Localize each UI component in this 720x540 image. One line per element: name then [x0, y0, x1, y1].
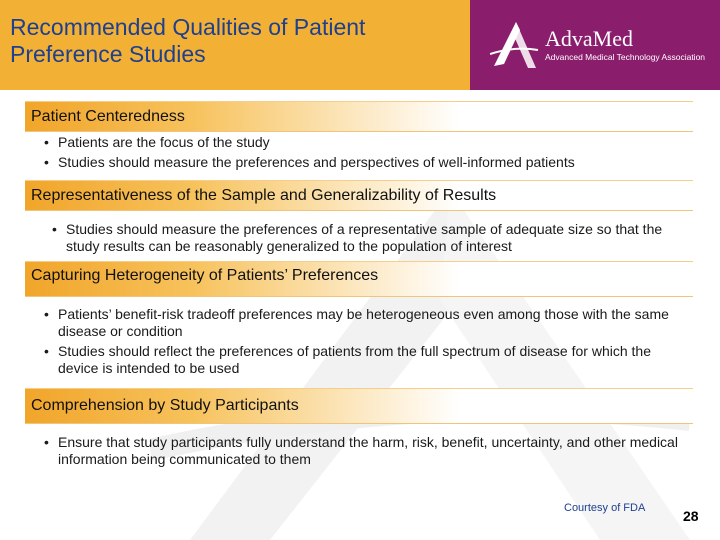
- section-3-bullets: [44, 306, 694, 380]
- bullet-item: • Patients’ benefit-risk tradeoff preferences may be heterogeneous even among those with the same disease or condition: [44, 306, 694, 340]
- advamed-logo: [470, 0, 720, 90]
- title-line-2: Preference Studies: [10, 41, 206, 67]
- section-1-bullets: [44, 134, 694, 174]
- advamed-logo-icon: [490, 16, 540, 76]
- section-heading-heterogeneity: Capturing Heterogeneity of Patients’ Preferences: [25, 261, 693, 297]
- section-heading-comprehension: Comprehension by Study Participants: [25, 388, 693, 424]
- bullet-item: • Studies should reflect the preferences of patients from the full spectrum of disease for which the device is intended to be used: [44, 343, 694, 377]
- logo-name: AdvaMed: [545, 26, 633, 51]
- title-line-1: Recommended Qualities of Patient: [10, 14, 366, 40]
- page-number: 28: [683, 508, 699, 524]
- section-2-bullets: [52, 221, 692, 258]
- section-heading-representativeness: Representativeness of the Sample and Generalizability of Results: [25, 180, 693, 211]
- bullet-item: • Studies should measure the preferences of a representative sample of adequate size so that the study results can be reasonably generalized to the population of interest: [52, 221, 692, 255]
- slide-header: [0, 0, 720, 90]
- title-area: [0, 0, 470, 90]
- section-heading-patient-centeredness: Patient Centeredness: [25, 101, 693, 132]
- slide-title: [10, 14, 470, 68]
- logo-subtitle: Advanced Medical Technology Association: [545, 52, 706, 62]
- bullet-item: • Studies should measure the preferences and perspectives of well-informed patients: [44, 154, 694, 171]
- bullet-item: • Ensure that study participants fully understand the harm, risk, benefit, uncertainty, and other medical information being communicated to them: [44, 434, 694, 468]
- courtesy-note: Courtesy of FDA: [564, 502, 646, 514]
- section-4-bullets: [44, 434, 694, 471]
- bullet-item: • Patients are the focus of the study: [44, 134, 694, 151]
